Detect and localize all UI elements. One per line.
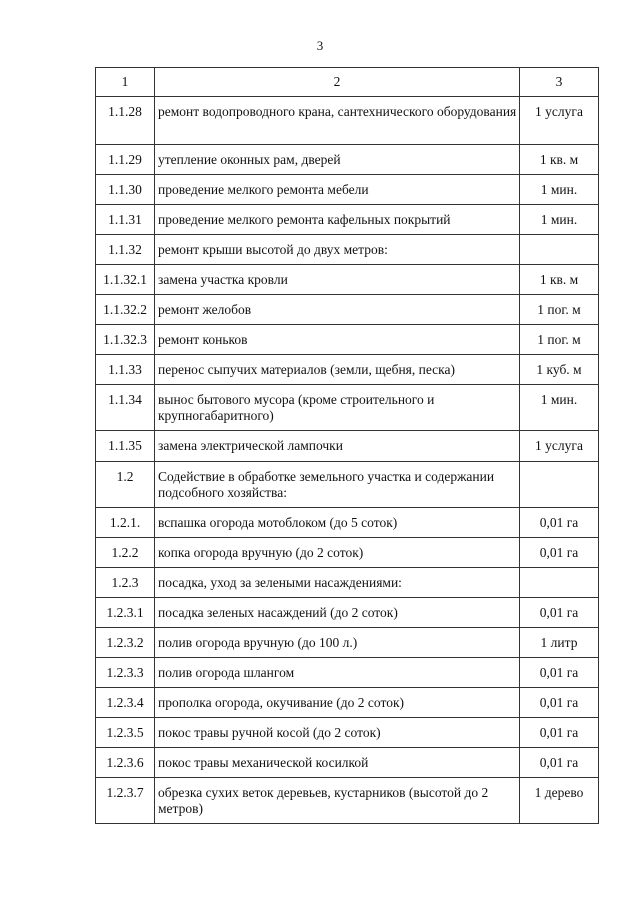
row-unit: 1 услуга xyxy=(520,431,599,462)
table-row xyxy=(96,265,599,295)
row-service: посадка, уход за зелеными насаждениями: xyxy=(155,568,520,598)
row-unit: 1 пог. м xyxy=(520,295,599,325)
row-service: полив огорода вручную (до 100 л.) xyxy=(155,628,520,658)
row-service: копка огорода вручную (до 2 соток) xyxy=(155,538,520,568)
row-number: 1.1.32.3 xyxy=(96,325,155,355)
table-row xyxy=(96,658,599,688)
row-number: 1.1.31 xyxy=(96,205,155,235)
table-row xyxy=(96,748,599,778)
table-row xyxy=(96,778,599,824)
table-row xyxy=(96,508,599,538)
row-service: покос травы механической косилкой xyxy=(155,748,520,778)
row-unit: 0,01 га xyxy=(520,508,599,538)
header-col-2: 2 xyxy=(155,68,520,97)
table-row xyxy=(96,97,599,145)
row-service: ремонт водопроводного крана, сантехнического оборудования xyxy=(155,97,520,145)
row-service: ремонт коньков xyxy=(155,325,520,355)
table-row xyxy=(96,355,599,385)
services-table xyxy=(95,67,599,824)
table-row xyxy=(96,568,599,598)
table-header-row xyxy=(96,68,599,97)
row-service: проведение мелкого ремонта мебели xyxy=(155,175,520,205)
row-service: обрезка сухих веток деревьев, кустарников (высотой до 2 метров) xyxy=(155,778,520,824)
table-row xyxy=(96,718,599,748)
row-number: 1.2.3.1 xyxy=(96,598,155,628)
row-service: прополка огорода, окучивание (до 2 соток) xyxy=(155,688,520,718)
row-unit: 1 куб. м xyxy=(520,355,599,385)
row-service: ремонт желобов xyxy=(155,295,520,325)
table-row xyxy=(96,431,599,462)
row-service: вспашка огорода мотоблоком (до 5 соток) xyxy=(155,508,520,538)
row-number: 1.1.35 xyxy=(96,431,155,462)
table-row xyxy=(96,145,599,175)
row-service: утепление оконных рам, дверей xyxy=(155,145,520,175)
row-service: полив огорода шлангом xyxy=(155,658,520,688)
row-unit: 0,01 га xyxy=(520,718,599,748)
table-row xyxy=(96,598,599,628)
row-unit: 1 пог. м xyxy=(520,325,599,355)
row-service: вынос бытового мусора (кроме строительного и крупногабаритного) xyxy=(155,385,520,431)
row-unit: 0,01 га xyxy=(520,748,599,778)
row-service: посадка зеленых насаждений (до 2 соток) xyxy=(155,598,520,628)
row-number: 1.1.32.2 xyxy=(96,295,155,325)
table-row xyxy=(96,175,599,205)
row-number: 1.1.32.1 xyxy=(96,265,155,295)
row-unit: 0,01 га xyxy=(520,688,599,718)
row-number: 1.2.3.3 xyxy=(96,658,155,688)
row-unit: 1 литр xyxy=(520,628,599,658)
row-number: 1.2.3.6 xyxy=(96,748,155,778)
row-number: 1.2.3 xyxy=(96,568,155,598)
table-row xyxy=(96,538,599,568)
row-service: ремонт крыши высотой до двух метров: xyxy=(155,235,520,265)
row-unit: 1 услуга xyxy=(520,97,599,145)
row-number: 1.1.30 xyxy=(96,175,155,205)
row-service: перенос сыпучих материалов (земли, щебня, песка) xyxy=(155,355,520,385)
row-unit: 0,01 га xyxy=(520,598,599,628)
row-number: 1.1.29 xyxy=(96,145,155,175)
row-unit xyxy=(520,462,599,508)
row-number: 1.2.3.2 xyxy=(96,628,155,658)
row-number: 1.1.32 xyxy=(96,235,155,265)
row-unit: 1 дерево xyxy=(520,778,599,824)
table-row xyxy=(96,205,599,235)
table-row xyxy=(96,295,599,325)
row-service: замена участка кровли xyxy=(155,265,520,295)
table-row xyxy=(96,235,599,265)
row-number: 1.2.3.7 xyxy=(96,778,155,824)
row-number: 1.1.28 xyxy=(96,97,155,145)
table-row xyxy=(96,628,599,658)
row-unit: 1 мин. xyxy=(520,175,599,205)
row-number: 1.2.3.5 xyxy=(96,718,155,748)
table-row xyxy=(96,462,599,508)
row-unit: 0,01 га xyxy=(520,658,599,688)
row-number: 1.2.1. xyxy=(96,508,155,538)
row-unit: 1 мин. xyxy=(520,385,599,431)
table-row xyxy=(96,385,599,431)
row-number: 1.2.3.4 xyxy=(96,688,155,718)
row-unit: 1 кв. м xyxy=(520,265,599,295)
row-number: 1.2 xyxy=(96,462,155,508)
header-col-1: 1 xyxy=(96,68,155,97)
page-number: 3 xyxy=(316,38,324,53)
row-service: покос травы ручной косой (до 2 соток) xyxy=(155,718,520,748)
row-service: замена электрической лампочки xyxy=(155,431,520,462)
row-number: 1.1.33 xyxy=(96,355,155,385)
table-row xyxy=(96,688,599,718)
row-unit: 1 мин. xyxy=(520,205,599,235)
row-unit: 1 кв. м xyxy=(520,145,599,175)
row-number: 1.2.2 xyxy=(96,538,155,568)
row-service: Содействие в обработке земельного участка и содержании подсобного хозяйства: xyxy=(155,462,520,508)
row-service: проведение мелкого ремонта кафельных покрытий xyxy=(155,205,520,235)
row-unit: 0,01 га xyxy=(520,538,599,568)
row-unit xyxy=(520,568,599,598)
table-row xyxy=(96,325,599,355)
header-col-3: 3 xyxy=(520,68,599,97)
row-unit xyxy=(520,235,599,265)
row-number: 1.1.34 xyxy=(96,385,155,431)
